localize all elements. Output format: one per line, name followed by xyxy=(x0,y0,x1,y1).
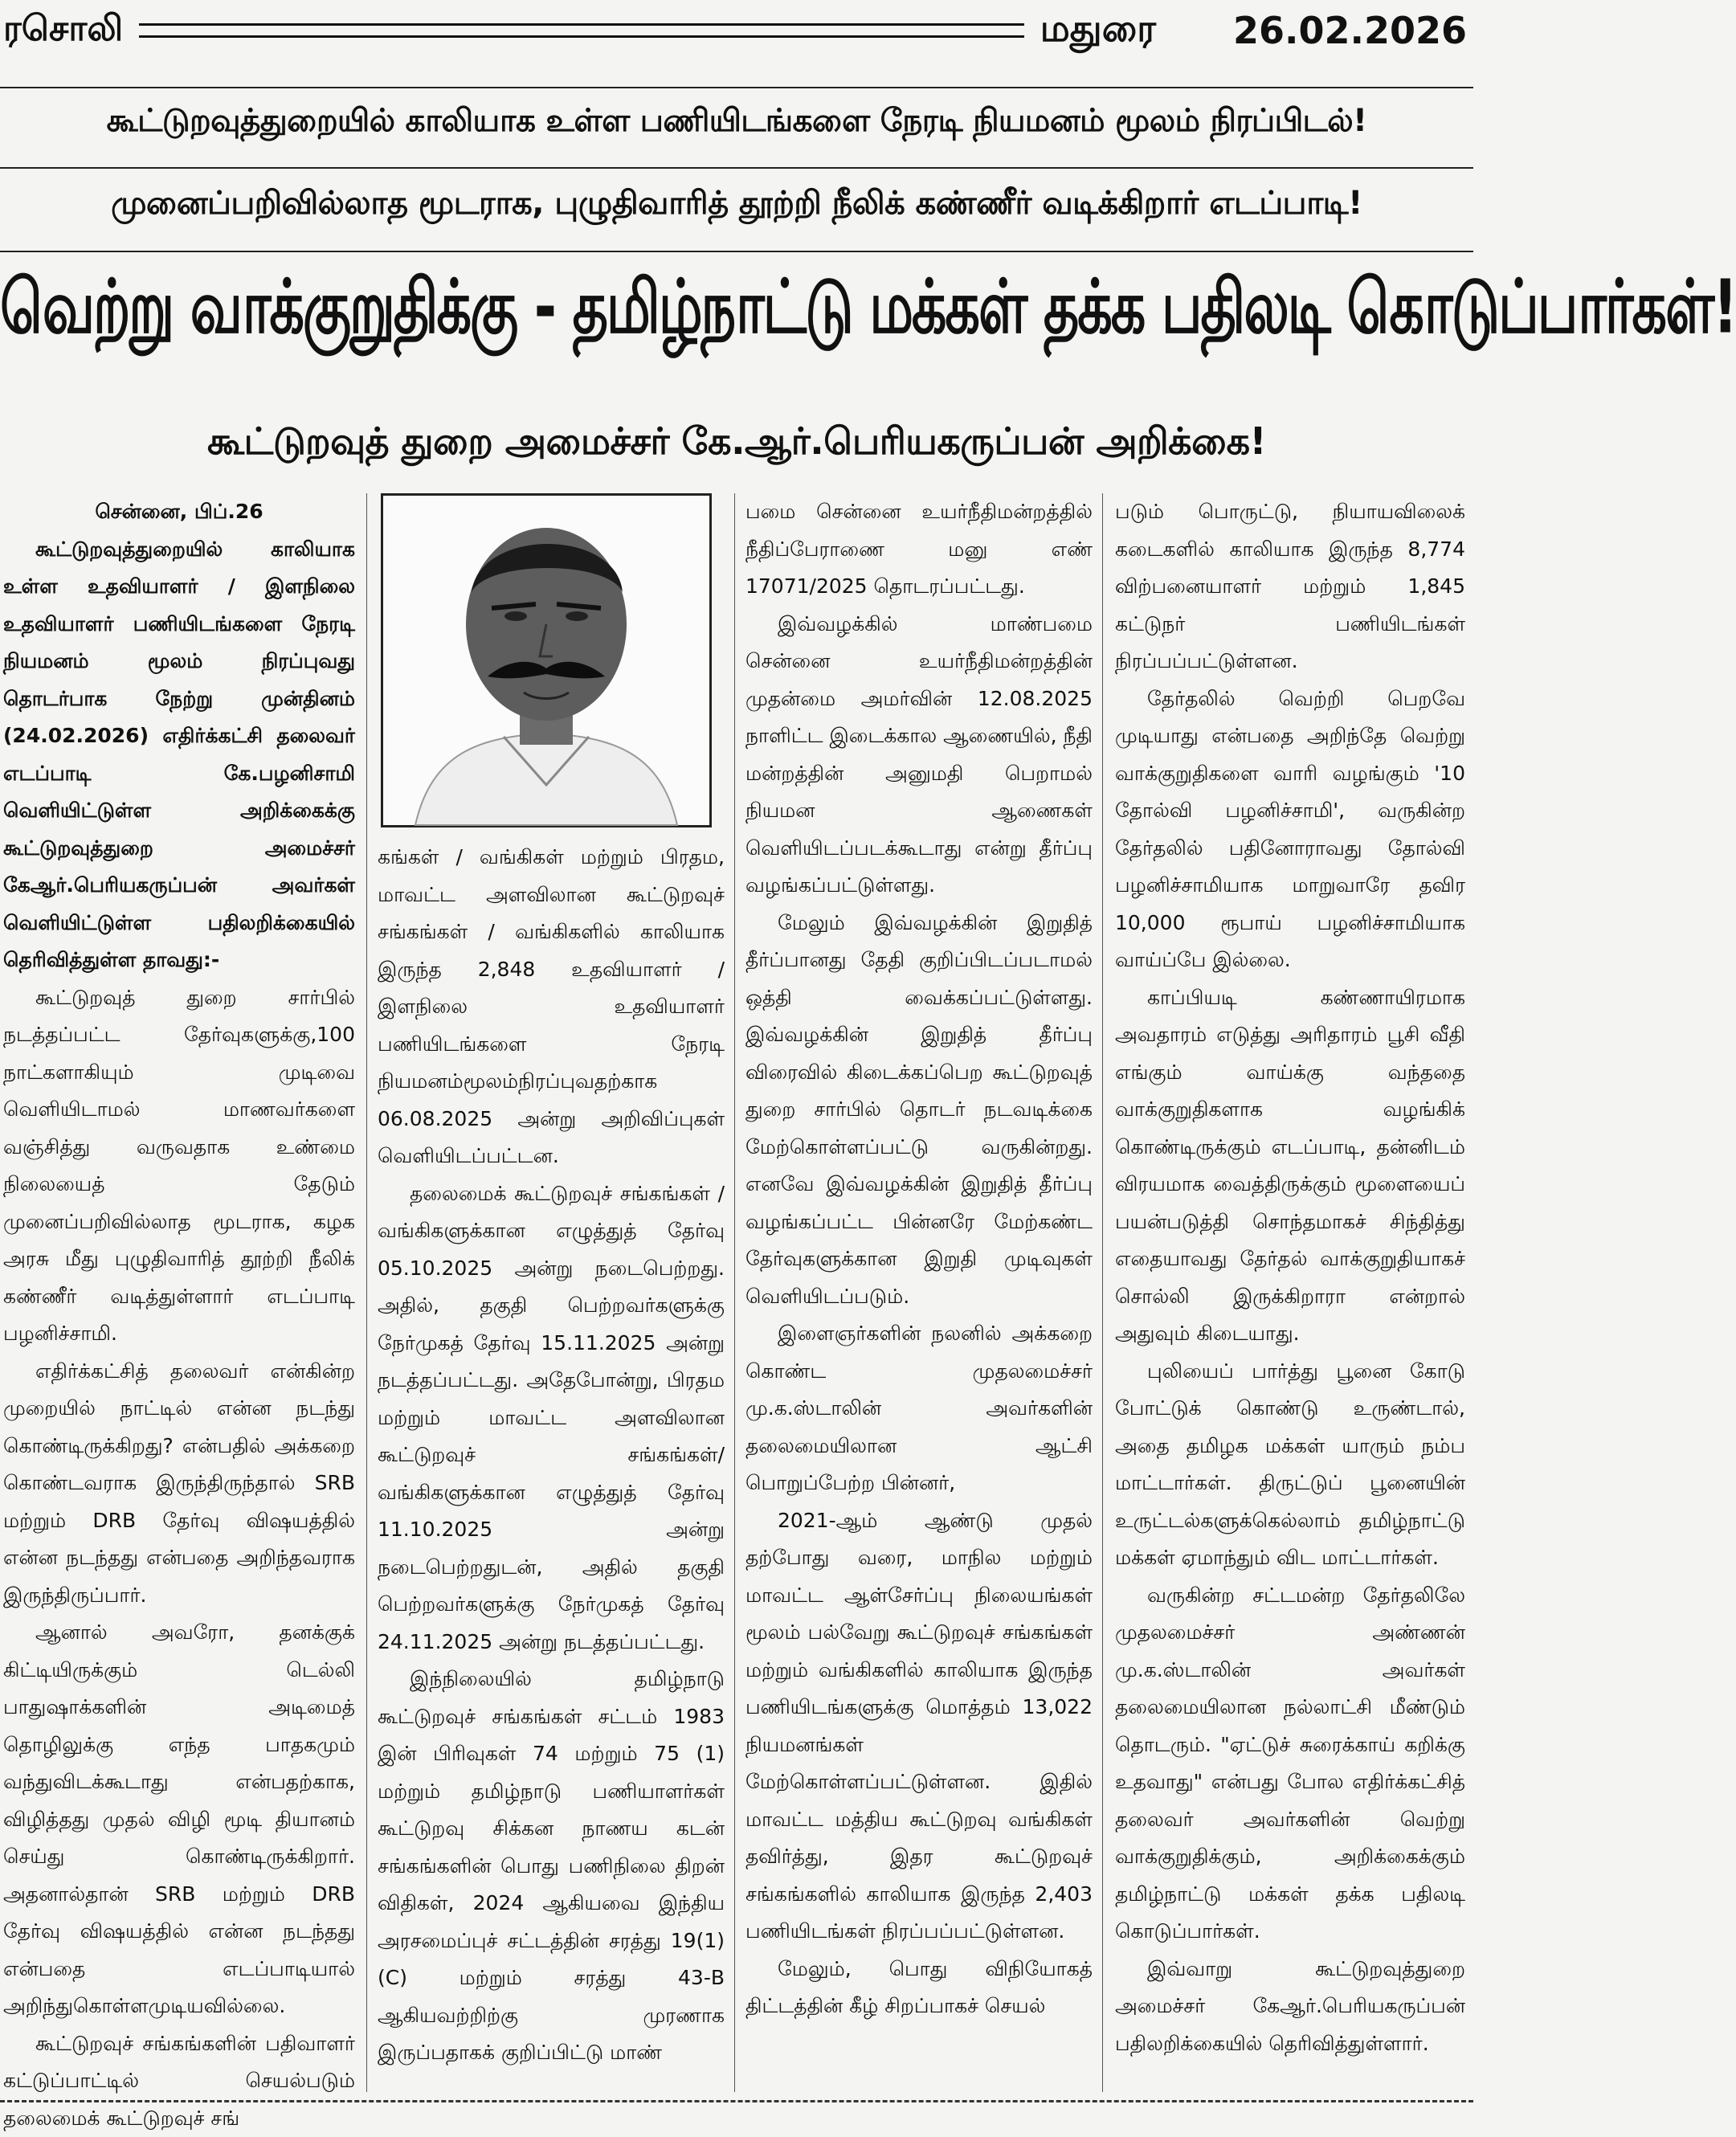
minister-photo xyxy=(381,493,712,827)
publication-date: 26.02.2026 xyxy=(1233,9,1467,52)
intro-paragraph: கூட்டுறவுத்துறையில் காலியாக உள்ள உதவியாளர் / இளநிலை உதவியாளர் பணியிடங்களை நேரடி நியமனம் மூலம் நிரப்புவது தொடர்பாக நேற்று முன்தினம் (24.02.2026) எதிர்க்கட்சி தலைவர் எடப்பாடி கே.பழனிசாமி வெளியிட்டுள்ள அறிக்கைக்கு கூட்டுறவுத்துறை அமைச்சர் கேஆர்.பெரியகருப்பன் அவர்கள் வெளியிட்டுள்ள பதிலறிக்கையில் தெரிவித்துள்ள தாவது:- xyxy=(3,531,355,979)
paragraph: கூட்டுறவுத் துறை சார்பில் நடத்தப்பட்ட தேர்வுகளுக்கு,100 நாட்களாகியும் முடிவை வெளியிடாமல் மாணவர்களை வஞ்சித்து வருவதாக உண்மை நிலையைத் தேடும் முனைப்பறிவில்லாத மூடராக, கழக அரசு மீது புழுதிவாரித் தூற்றி நீலிக் கண்ணீர் வடித்துள்ளார் எடப்பாடி பழனிச்சாமி. xyxy=(3,979,355,1353)
portrait-image xyxy=(383,496,709,825)
paragraph: பமை சென்னை உயர்நீதிமன்றத்தில் நீதிப்பேராணை மனு எண் 17071/2025 தொடரப்பட்டது. xyxy=(745,493,1093,606)
paragraph: படும் பொருட்டு, நியாயவிலைக் கடைகளில் காலியாக இருந்த 8,774 விற்பனையாளர் மற்றும் 1,845 கட்டுநர் பணியிடங்கள் நிரப்பப்பட்டுள்ளன. xyxy=(1115,493,1465,680)
paragraph: மேலும், பொது விநியோகத் திட்டத்தின் கீழ் சிறப்பாகச் செயல் xyxy=(745,1951,1093,2025)
kicker-headline-1: கூட்டுறவுத்துறையில் காலியாக உள்ள பணியிடங்களை நேரடி நியமனம் மூலம் நிரப்பிடல்! xyxy=(0,103,1473,143)
paragraph: கூட்டுறவுச் சங்கங்களின் பதிவாளர் கட்டுப்பாட்டில் செயல்படும் தலைமைக் கூட்டுறவுச் சங் xyxy=(3,2025,355,2137)
paragraph: காப்பியடி கண்ணாயிரமாக அவதாரம் எடுத்து அரிதாரம் பூசி வீதி எங்கும் வாய்க்கு வந்ததை வாக்குறுதிகளாக வழங்கிக் கொண்டிருக்கும் எடப்பாடி, தன்னிடம் விரயமாக வைத்திருக்கும் மூளையைப் பயன்படுத்தி சொந்தமாகச் சிந்தித்து எதையாவது தேர்தல் வாக்குறுதியாகச் சொல்லி இருக்கிறாரா என்றால் அதுவும் கிடையாது. xyxy=(1115,979,1465,1353)
divider xyxy=(0,167,1473,169)
paragraph: எதிர்க்கட்சித் தலைவர் என்கின்ற முறையில் நாட்டில் என்ன நடந்து கொண்டிருக்கிறது? என்பதில் அக்கறை கொண்டவராக இருந்திருந்தால் SRB மற்றும் DRB தேர்வு விஷயத்தில் என்ன நடந்தது என்பதை அறிந்தவராக இருந்திருப்பார். xyxy=(3,1353,355,1615)
column-divider xyxy=(734,493,735,2092)
masthead-rule xyxy=(139,23,1024,38)
paragraph: புலியைப் பார்த்து பூனை கோடு போட்டுக் கொண்டு உருண்டால், அதை தமிழக மக்கள் யாரும் நம்ப மாட்டார்கள். திருட்டுப் பூனையின் உருட்டல்களுக்கெல்லாம் தமிழ்நாட்டு மக்கள் ஏமாந்தும் விட மாட்டார்கள். xyxy=(1115,1353,1465,1577)
paragraph: ஆனால் அவரோ, தனக்குக் கிட்டியிருக்கும் டெல்லி பாதுஷாக்களின் அடிமைத் தொழிலுக்கு எந்த பாதகமும் வந்துவிடக்கூடாது என்பதற்காக, விழித்தது முதல் விழி மூடி தியானம் செய்து கொண்டிருக்கிறார். அதனால்தான் SRB மற்றும் DRB தேர்வு விஷயத்தில் என்ன நடந்தது என்பதை எடப்பாடியால் அறிந்துகொள்ளமுடியவில்லை. xyxy=(3,1614,355,2025)
paragraph: இந்நிலையில் தமிழ்நாடு கூட்டுறவுச் சங்கங்கள் சட்டம் 1983 இன் பிரிவுகள் 74 மற்றும் 75 (1) மற்றும் தமிழ்நாடு பணியாளர்கள் கூட்டுறவு சிக்கன நாணய கடன் சங்கங்களின் பொது பணிநிலை திறன் விதிகள், 2024 ஆகியவை இந்திய அரசமைப்புச் சட்டத்தின் சரத்து 19(1)(C) மற்றும் சரத்து 43-B ஆகியவற்றிற்கு முரணாக இருப்பதாகக் குறிப்பிட்டு மாண் xyxy=(378,1661,725,2072)
divider xyxy=(0,87,1473,88)
article-column-3 xyxy=(745,493,1093,2025)
paragraph: 2021-ஆம் ஆண்டு முதல் தற்போது வரை, மாநில மற்றும் மாவட்ட ஆள்சேர்ப்பு நிலையங்கள் மூலம் பல்வேறு கூட்டுறவுச் சங்கங்கள் மற்றும் வங்கிகளில் காலியாக இருந்த பணியிடங்களுக்கு மொத்தம் 13,022 நியமனங்கள் மேற்கொள்ளப்பட்டுள்ளன. இதில் மாவட்ட மத்திய கூட்டுறவு வங்கிகள் தவிர்த்து, இதர கூட்டுறவுச் சங்கங்களில் காலியாக இருந்த 2,403 பணியிடங்கள் நிரப்பப்பட்டுள்ளன. xyxy=(745,1502,1093,1951)
paragraph: வருகின்ற சட்டமன்ற தேர்தலிலே முதலமைச்சர் அண்ணன் மு.க.ஸ்டாலின் அவர்கள் தலைமையிலான நல்லாட்சி மீண்டும் தொடரும். "ஏட்டுச் சுரைக்காய் கறிக்கு உதவாது" என்பது போல எதிர்க்கட்சித் தலைவர் அவர்களின் வெற்று வாக்குறுதிக்கும், அறிக்கைக்கும் தமிழ்நாட்டு மக்கள் தக்க பதிலடி கொடுப்பார்கள். xyxy=(1115,1577,1465,1951)
article-column-2 xyxy=(378,839,725,2072)
column-divider xyxy=(366,493,367,2092)
paragraph: மேலும் இவ்வழக்கின் இறுதித் தீர்ப்பானது தேதி குறிப்பிடப்படாமல் ஒத்தி வைக்கப்பட்டுள்ளது. இவ்வழக்கின் இறுதித் தீர்ப்பு விரைவில் கிடைக்கப்பெற கூட்டுறவுத் துறை சார்பில் தொடர் நடவடிக்கை மேற்கொள்ளப்பட்டு வருகின்றது. எனவே இவ்வழக்கின் இறுதித் தீர்ப்பு வழங்கப்பட்ட பின்னரே மேற்கண்ட தேர்வுகளுக்கான இறுதி முடிவுகள் வெளியிடப்படும். xyxy=(745,905,1093,1316)
article-column-4 xyxy=(1115,493,1465,2062)
paper-name: ரசொலி xyxy=(3,8,123,54)
divider xyxy=(0,251,1473,252)
column-divider xyxy=(1102,493,1103,2092)
paragraph: கங்கள் / வங்கிகள் மற்றும் பிரதம, மாவட்ட அளவிலான கூட்டுறவுச் சங்கங்கள் / வங்கிகளில் காலியாக இருந்த 2,848 உதவியாளர் / இளநிலை உதவியாளர் பணியிடங்களை நேரடி நியமனம்மூலம்நிரப்புவதற்காக 06.08.2025 அன்று அறிவிப்புகள் வெளியிடப்பட்டன. xyxy=(378,839,725,1175)
article-column-1 xyxy=(3,493,355,2137)
dateline: சென்னை, பிப்.26 xyxy=(3,493,355,531)
edition-name: மதுரை xyxy=(1040,6,1156,55)
paragraph: இவ்வழக்கில் மாண்பமை சென்னை உயர்நீதிமன்றத்தின் முதன்மை அமர்வின் 12.08.2025 நாளிட்ட இடைக்கால ஆணையில், நீதி மன்றத்தின் அனுமதி பெறாமல் நியமன ஆணைகள் வெளியிடப்படக்கூடாது என்று தீர்ப்பு வழங்கப்பட்டுள்ளது. xyxy=(745,606,1093,905)
masthead xyxy=(0,0,1473,61)
paragraph: இளைஞர்களின் நலனில் அக்கறை கொண்ட முதலமைச்சர் மு.க.ஸ்டாலின் அவர்களின் தலைமையிலான ஆட்சி பொறுப்பேற்ற பின்னர், xyxy=(745,1315,1093,1502)
footer-dashed-rule xyxy=(0,2100,1473,2102)
paragraph: தலைமைக் கூட்டுறவுச் சங்கங்கள் / வங்கிகளுக்கான எழுத்துத் தேர்வு 05.10.2025 அன்று நடைபெற்றது. அதில், தகுதி பெற்றவர்களுக்கு நேர்முகத் தேர்வு 15.11.2025 அன்று நடத்தப்பட்டது. அதேபோன்று, பிரதம மற்றும் மாவட்ட அளவிலான கூட்டுறவுச் சங்கங்கள்/ வங்கிகளுக்கான எழுத்துத் தேர்வு 11.10.2025 அன்று நடைபெற்றதுடன், அதில் தகுதி பெற்றவர்களுக்கு நேர்முகத் தேர்வு 24.11.2025 அன்று நடத்தப்பட்டது. xyxy=(378,1175,725,1661)
main-headline: வெற்று வாக்குறுதிக்கு - தமிழ்நாட்டு மக்கள் தக்க பதிலடி கொடுப்பார்கள்! xyxy=(0,265,1473,361)
sub-headline: கூட்டுறவுத் துறை அமைச்சர் கே.ஆர்.பெரியகருப்பன் அறிக்கை! xyxy=(0,419,1473,468)
paragraph: இவ்வாறு கூட்டுறவுத்துறை அமைச்சர் கேஆர்.பெரியகருப்பன் பதிலறிக்கையில் தெரிவித்துள்ளார். xyxy=(1115,1951,1465,2063)
kicker-headline-2: முனைப்பறிவில்லாத மூடராக, புழுதிவாரித் தூற்றி நீலிக் கண்ணீர் வடிக்கிறார் எடப்பாடி! xyxy=(0,185,1473,226)
paragraph: தேர்தலில் வெற்றி பெறவே முடியாது என்பதை அறிந்தே வெற்று வாக்குறுதிகளை வாரி வழங்கும் '10 தோல்வி பழனிச்சாமி', வருகின்ற தேர்தலில் பதினோராவது தோல்வி பழனிச்சாமியாக மாறுவாரே தவிர 10,000 ரூபாய் பழனிச்சாமியாக வாய்ப்பே இல்லை. xyxy=(1115,680,1465,979)
